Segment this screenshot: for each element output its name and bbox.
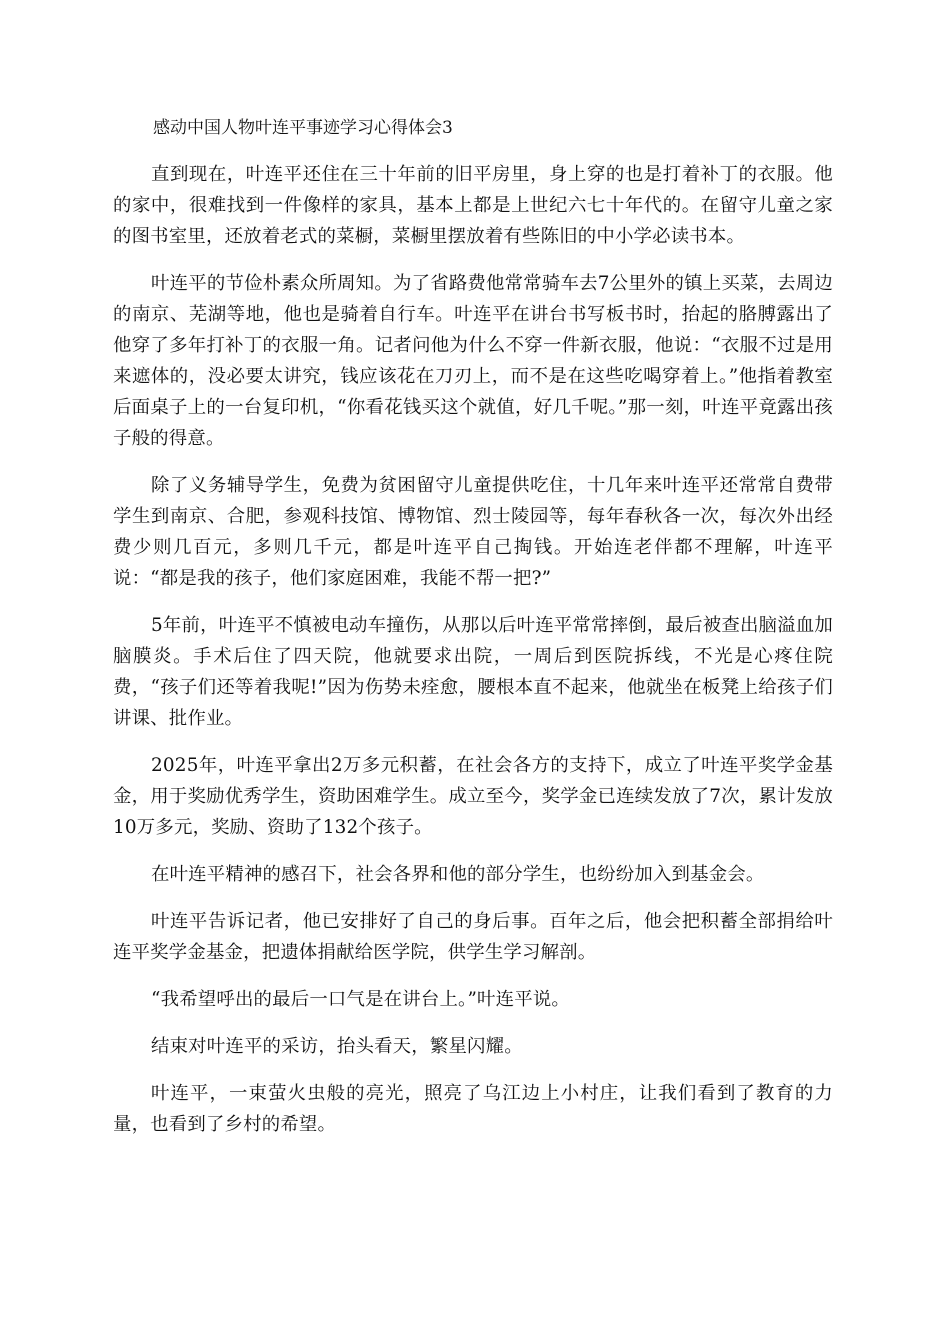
paragraph-8: “我希望呼出的最后一口气是在讲台上。”叶连平说。 <box>151 989 570 1010</box>
paragraph-4: 5年前，叶连平不慎被电动车撞伤，从那以后叶连平常常摔倒，最后被查出脑溢血加脑膜炎。手术后住了四天院，他就要求出院，一周后到医院拆线，不光是心疼住院费，“孩子们还等着我呢!”因为伤势未痊愈，腰根本直不起来，他就坐在板凳上给孩子们讲课、批作业。 <box>113 615 833 729</box>
paragraph-1: 直到现在，叶连平还住在三十年前的旧平房里，身上穿的也是打着补丁的衣服。他的家中，很难找到一件像样的家具，基本上都是上世纪六七十年代的。在留守儿童之家的图书室里，还放着老式的菜橱，菜橱里摆放着有些陈旧的中小学必读书本。 <box>113 164 833 247</box>
document-body <box>113 116 833 1156</box>
document-title: 感动中国人物叶连平事迹学习心得体会3 <box>153 118 453 138</box>
paragraph-7: 叶连平告诉记者，他已安排好了自己的身后事。百年之后，他会把积蓄全部捐给叶连平奖学金基金，把遗体捐献给医学院，供学生学习解剖。 <box>113 911 833 963</box>
paragraph-5: 2025年，叶连平拿出2万多元积蓄，在社会各方的支持下，成立了叶连平奖学金基金，用于奖励优秀学生，资助困难学生。成立至今，奖学金已连续发放了7次，累计发放10万多元，奖励、资助了132个孩子。 <box>113 755 833 838</box>
paragraph-10: 叶连平，一束萤火虫般的亮光，照亮了乌江边上小村庄，让我们看到了教育的力量，也看到了乡村的希望。 <box>113 1083 833 1135</box>
paragraph-2: 叶连平的节俭朴素众所周知。为了省路费他常常骑车去7公里外的镇上买菜，去周边的南京、芜湖等地，他也是骑着自行车。叶连平在讲台书写板书时，抬起的胳膊露出了他穿了多年打补丁的衣服一角。记者问他为什么不穿一件新衣服，他说：“衣服不过是用来遮体的，没必要太讲究，钱应该花在刀刃上，而不是在这些吃喝穿着上。”他指着教室后面桌子上的一台复印机，“你看花钱买这个就值，好几千呢。”那一刻，叶连平竟露出孩子般的得意。 <box>113 273 833 449</box>
paragraph-9: 结束对叶连平的采访，抬头看天，繁星闪耀。 <box>151 1036 523 1057</box>
paragraph-3: 除了义务辅导学生，免费为贫困留守儿童提供吃住，十几年来叶连平还常常自费带学生到南京、合肥，参观科技馆、博物馆、烈士陵园等，每年春秋各一次，每次外出经费少则几百元，多则几千元，都是叶连平自己掏钱。开始连老伴都不理解，叶连平说：“都是我的孩子，他们家庭困难，我能不帮一把?” <box>113 475 833 589</box>
paragraph-6: 在叶连平精神的感召下，社会各界和他的部分学生，也纷纷加入到基金会。 <box>151 864 765 885</box>
